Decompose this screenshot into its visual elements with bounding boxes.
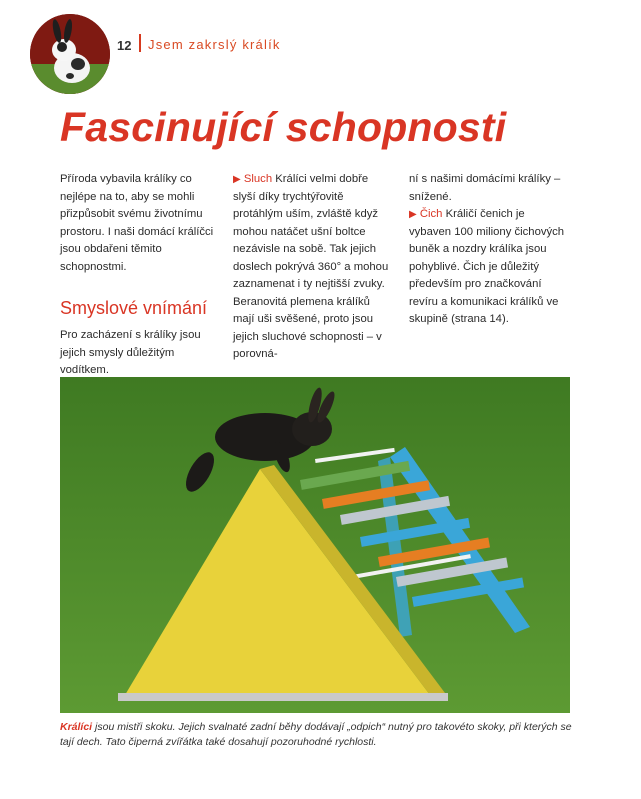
- triangle-right-icon: ▶: [409, 209, 417, 220]
- hearing-text: Králíci velmi dobře slyší díky trychtýřovitě protáhlým uším, zvláště když mohou natáčet ušní boltce nezávisle na sobě. Tak jejich doslech pokrývá 360° a mohou zaznamenat i ty nejtišší zvuky. Beranovitá plemena králíků mají uši svěšené, proto jsou jejich sluchové schopnosti – v porovná-: [233, 173, 389, 360]
- rabbit-jumping-photo: [60, 377, 570, 713]
- text-column-3: [409, 171, 569, 329]
- page-number: 12: [117, 38, 132, 53]
- caption-text: jsou mistři skoku. Jejich svalnaté zadní běhy dodávají „odpich“ nutný pro takovéto skoky, při kterých se tají dech. Tato čiperná zvířátka také dosahují pozoruhodné rychlosti.: [60, 721, 572, 748]
- hearing-continuation: ní s našimi domácími králíky – snížené.: [409, 173, 561, 203]
- photo-caption: [60, 720, 580, 750]
- rabbit-avatar: [30, 14, 110, 94]
- smell-keyword: Čich: [419, 208, 443, 220]
- header-separator: [139, 34, 141, 52]
- smell-text: Králičí čenich je vybaven 100 miliony čichových buněk a nozdry králíka jsou pohyblivé. Čich je důležitý především pro značkování revíru a komunikaci králíků ve skupině (strana 14).: [409, 208, 565, 325]
- page-header: [0, 0, 641, 90]
- intro-paragraph: Příroda vybavila králíky co nejlépe na to, aby se mohli přizpůsobit svému životnímu prostoru. I naši domácí králíčci jsou obdařeni těmito schopnostmi.: [60, 173, 214, 273]
- hearing-keyword: Sluch: [243, 173, 273, 185]
- caption-keyword: Králíci: [60, 721, 93, 733]
- triangle-right-icon: ▶: [233, 174, 241, 185]
- senses-paragraph: Pro zacházení s králíky jsou jejich smysly důležitým vodítkem.: [60, 329, 201, 376]
- text-column-1: [60, 171, 222, 380]
- chapter-title: Jsem zakrslý králík: [148, 37, 281, 52]
- section-subheading: Smyslové vnímání: [60, 298, 208, 318]
- text-column-2: [233, 171, 390, 364]
- smell-paragraph: [409, 206, 569, 329]
- hearing-paragraph: [233, 171, 390, 364]
- page-title: Fascinující schopnosti: [60, 104, 507, 150]
